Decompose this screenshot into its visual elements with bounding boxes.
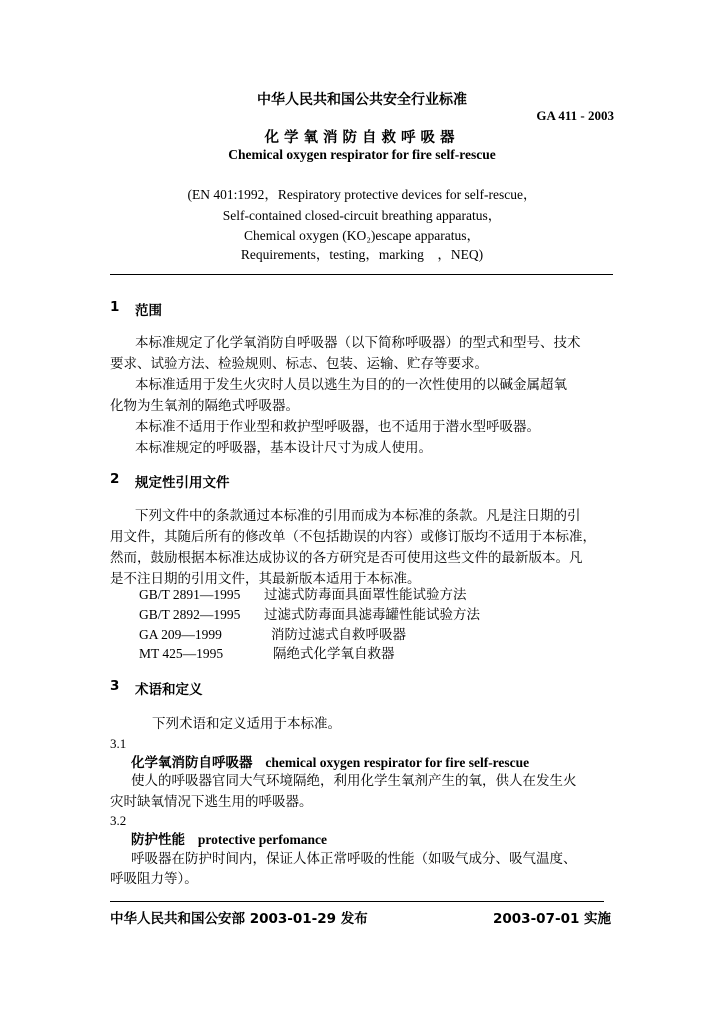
term-number: 3.1 [110, 736, 127, 751]
section-1-title: 范围 [135, 303, 162, 319]
reference-title: 隔绝式化学氧自救器 [273, 646, 395, 662]
section-2-text-line: 下列文件中的条款通过本标准的引用而成为本标准的条款。凡是注日期的引 [135, 508, 581, 524]
standard-number: GA 411 - 2003 [536, 108, 614, 123]
title-chinese: 化学氧消防自救呼吸器 [264, 130, 460, 146]
header-divider [110, 274, 613, 275]
section-1-text-line: 化物为生氧剂的隔绝式呼吸器。 [110, 398, 299, 414]
equivalence-line-3: Chemical oxygen (KO₂)escape apparatus， [244, 228, 480, 243]
equivalence-line-4: Requirements，testing，marking ，NEQ) [240, 247, 484, 262]
reference-item [139, 584, 467, 606]
reference-code: GB/T 2892—1995 [139, 607, 241, 622]
reference-title: 过滤式防毒面具面罩性能试验方法 [264, 587, 467, 603]
title-english: Chemical oxygen respirator for fire self-rescue [228, 147, 496, 162]
section-3-intro: 下列术语和定义适用于本标准。 [152, 716, 341, 732]
reference-title: 消防过滤式自救呼吸器 [271, 627, 406, 643]
term-heading [131, 829, 327, 851]
term-name-cn: 化学氧消防自呼吸器 [131, 755, 253, 771]
section-1-number: 1 [110, 299, 120, 315]
section-3-title: 术语和定义 [135, 682, 203, 698]
reference-code: GA 209—1999 [139, 627, 222, 642]
footer-implementation: 2003-07-01 实施 [493, 911, 612, 927]
section-2-text-line: 用文件，其随后所有的修改单（不包括勘误的内容）或修订版均不适用于本标准， [110, 529, 596, 545]
reference-code: GB/T 2891—1995 [139, 587, 241, 602]
term-name-en: chemical oxygen respirator for fire self-rescue [265, 755, 530, 770]
term-definition-line: 灾时缺氧情况下逃生用的呼吸器。 [110, 794, 313, 810]
term-definition-line: 呼吸阻力等）。 [110, 871, 198, 887]
term-name-en: protective perfomance [197, 832, 327, 847]
section-1-text-line: 本标准适用于发生火灾时人员以逃生为目的的一次性使用的以碱金属超氧 [135, 377, 567, 393]
reference-title: 过滤式防毒面具滤毒罐性能试验方法 [264, 607, 480, 623]
term-definition-line: 呼吸器在防护时间内，保证人体正常呼吸的性能（如吸气成分、吸气温度、 [131, 851, 577, 867]
term-number: 3.2 [110, 813, 127, 828]
section-1-text-line: 本标准规定了化学氧消防自呼吸器（以下简称呼吸器）的型式和型号、技术 [135, 335, 581, 351]
reference-item [139, 643, 395, 665]
reference-item [139, 604, 480, 626]
footer-issuer: 中华人民共和国公安部 2003-01-29 发布 [110, 911, 368, 927]
section-1-text-line: 要求、试验方法、检验规则、标志、包装、运输、贮存等要求。 [110, 356, 488, 372]
section-2-text-line: 然而，鼓励根据本标准达成协议的各方研究是否可使用这些文件的最新版本。凡 [110, 550, 583, 566]
section-2-number: 2 [110, 471, 120, 487]
section-3-number: 3 [110, 678, 120, 694]
issuer-header: 中华人民共和国公共安全行业标准 [257, 92, 467, 108]
reference-code: MT 425—1995 [139, 646, 224, 661]
term-name-cn: 防护性能 [131, 832, 185, 848]
equivalence-line-1: (EN 401:1992，Respiratory protective devices for self-rescue， [187, 187, 537, 202]
section-2-text-line: 是不注日期的引用文件，其最新版本适用于本标准。 [110, 571, 421, 587]
equivalence-line-2: Self-contained closed-circuit breathing apparatus， [222, 208, 502, 223]
section-1-text-line: 本标准不适用于作业型和救护型呼吸器，也不适用于潜水型呼吸器。 [135, 419, 540, 435]
section-1-text-line: 本标准规定的呼吸器，基本设计尺寸为成人使用。 [135, 440, 432, 456]
section-2-title: 规定性引用文件 [135, 475, 230, 491]
footer-divider [110, 901, 604, 902]
term-definition-line: 使人的呼吸器官同大气环境隔绝，利用化学生氧剂产生的氧，供人在发生火 [131, 773, 577, 789]
